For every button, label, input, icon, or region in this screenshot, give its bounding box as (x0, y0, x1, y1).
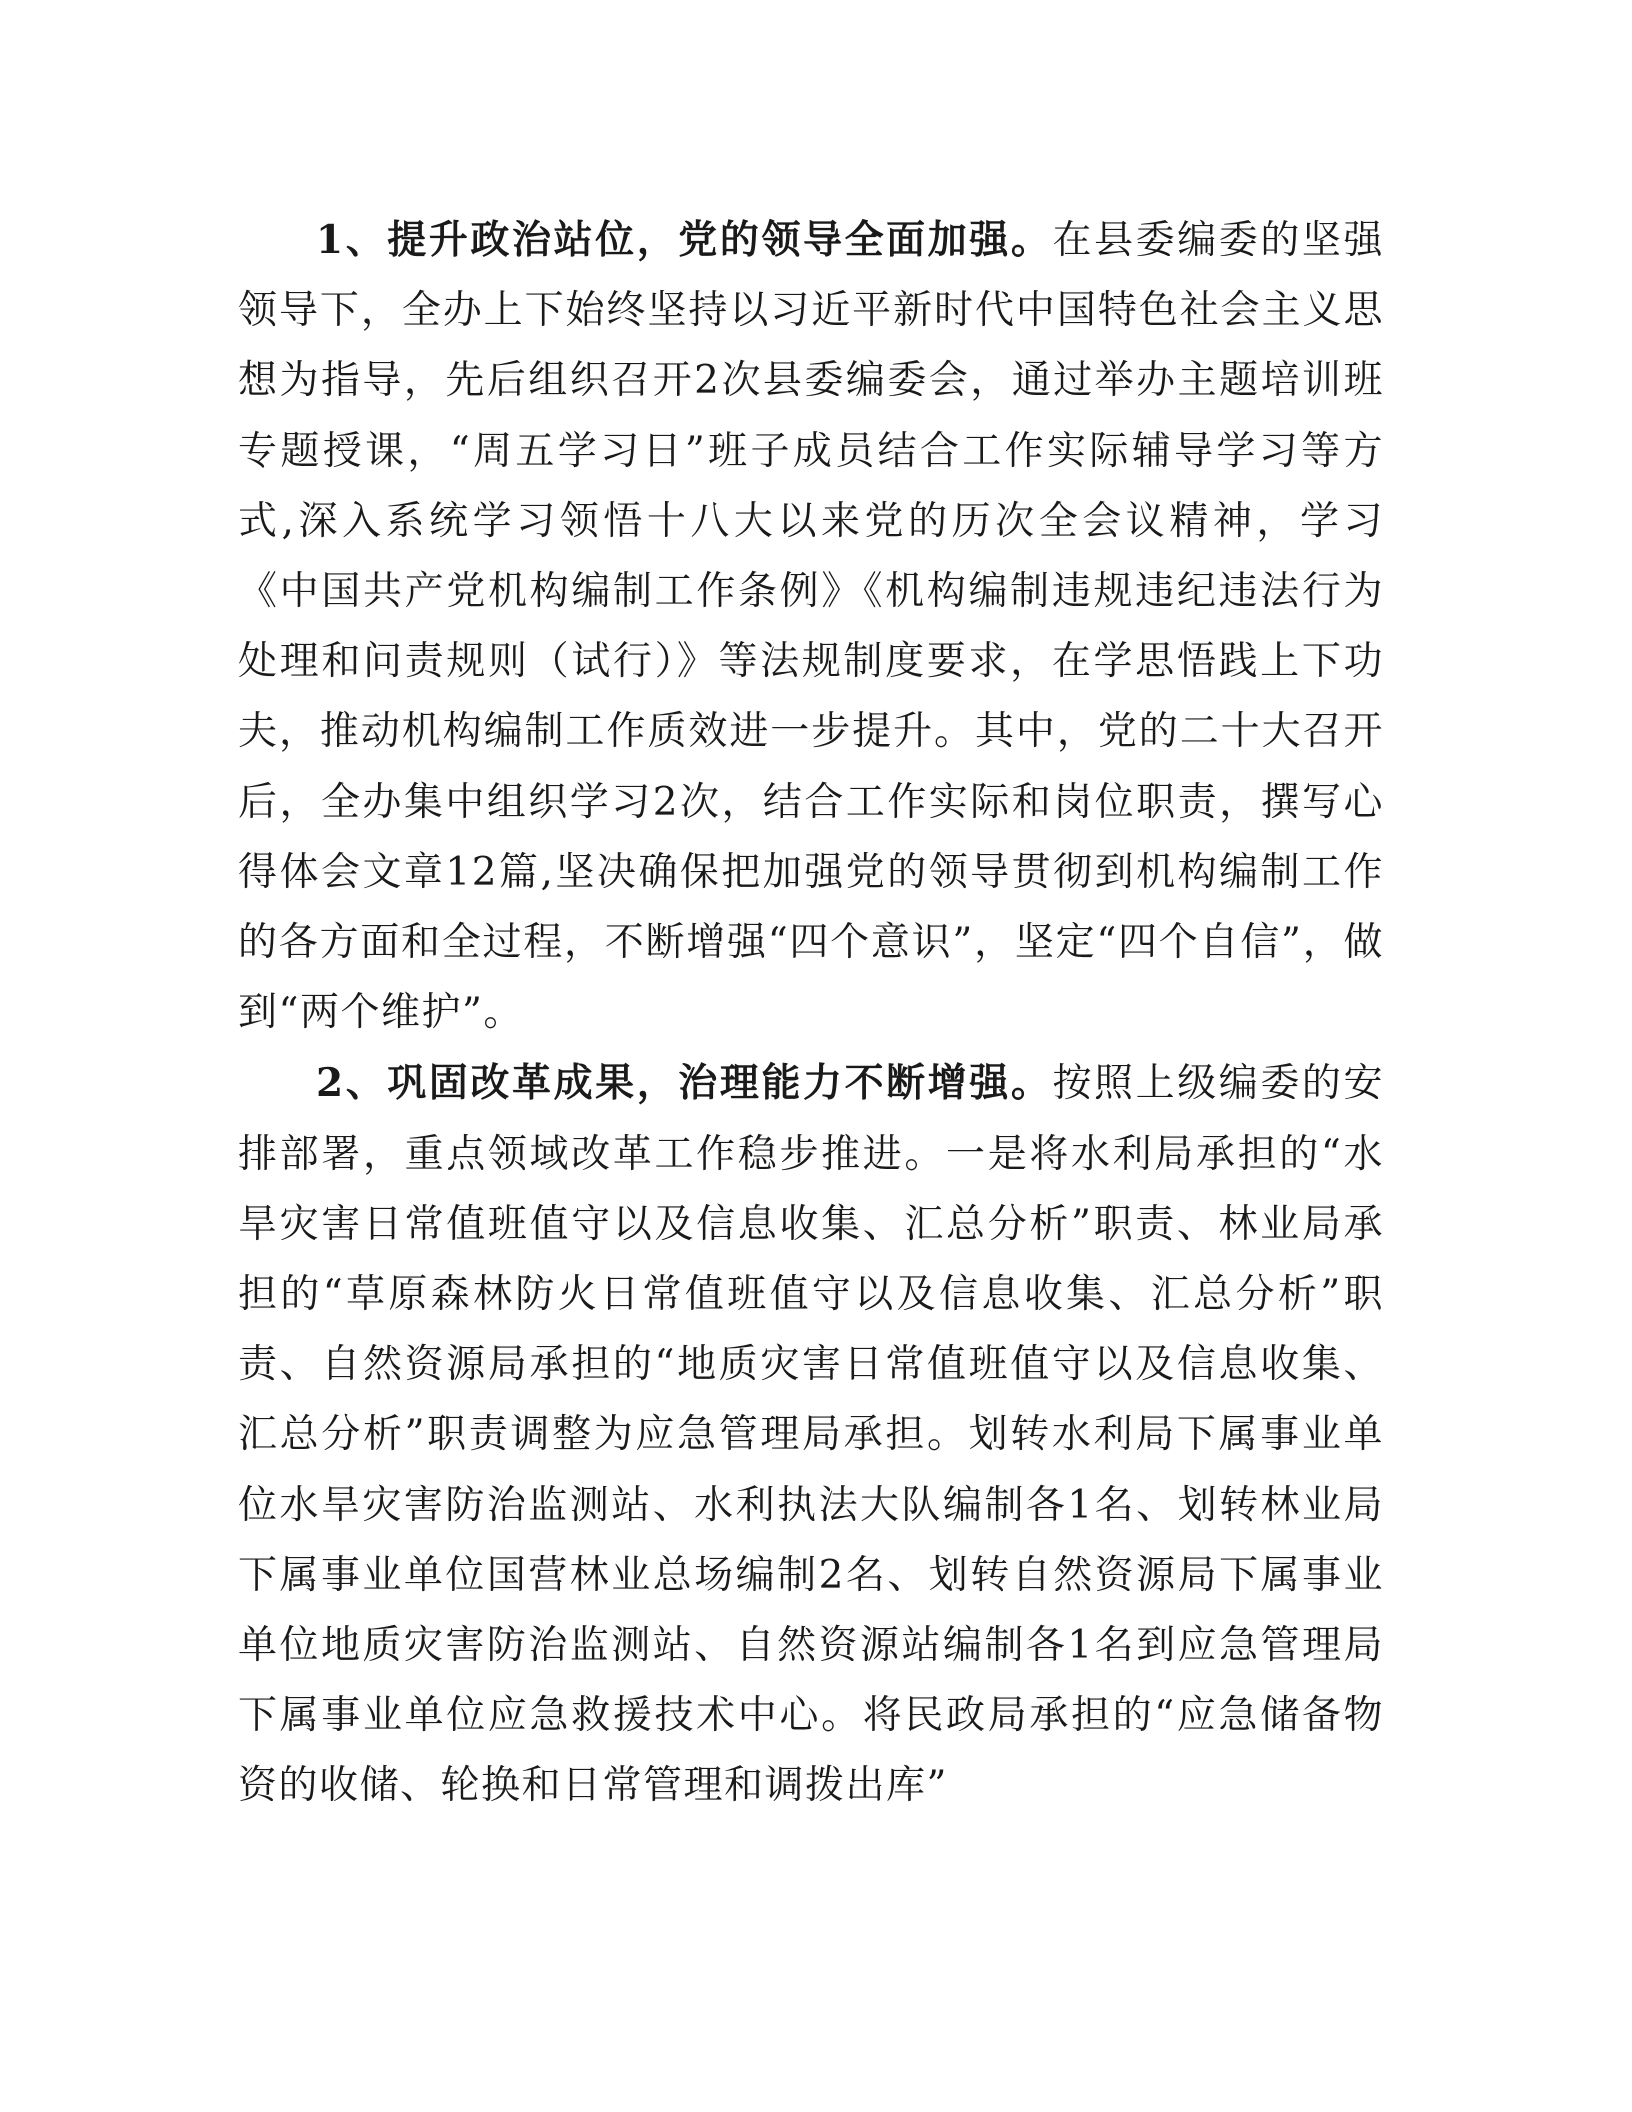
document-body (238, 205, 1384, 1822)
paragraph-1-heading: 1、提升政治站位，党的领导全面加强。 (316, 217, 1053, 263)
paragraph-2-body: 按照上级编委的安排部署，重点领域改革工作稳步推进。一是将水利局承担的“水旱灾害日常值班值守以及信息收集、汇总分析”职责、林业局承担的“草原森林防火日常值班值守以及信息收集、汇总分析”职责、自然资源局承担的“地质灾害日常值班值守以及信息收集、汇总分析”职责调整为应急管理局承担。划转水利局下属事业单位水旱灾害防治监测站、水利执法大队编制各1名、划转林业局下属事业单位国营林业总场编制2名、划转自然资源局下属事业单位地质灾害防治监测站、自然资源站编制各1名到应急管理局下属事业单位应急救援技术中心。将民政局承担的“应急储备物资的收储、轮换和日常管理和调拨出库” (238, 1061, 1384, 1809)
paragraph-2 (238, 1048, 1384, 1821)
paragraph-1 (238, 205, 1384, 1048)
paragraph-1-body: 在县委编委的坚强领导下，全办上下始终坚持以习近平新时代中国特色社会主义思想为指导，先后组织召开2次县委编委会，通过举办主题培训班专题授课，“周五学习日”班子成员结合工作实际辅导学习等方式,深入系统学习领悟十八大以来党的历次全会议精神，学习《中国共产党机构编制工作条例》《机构编制违规违纪违法行为处理和问责规则（试行）》等法规制度要求，在学思悟践上下功夫，推动机构编制工作质效进一步提升。其中，党的二十大召开后，全办集中组织学习2次，结合工作实际和岗位职责，撰写心得体会文章12篇,坚决确保把加强党的领导贯彻到机构编制工作的各方面和全过程，不断增强“四个意识”，坚定“四个自信”，做到“两个维护”。 (238, 218, 1384, 1036)
paragraph-2-heading: 2、巩固改革成果，治理能力不断增强。 (316, 1060, 1053, 1107)
